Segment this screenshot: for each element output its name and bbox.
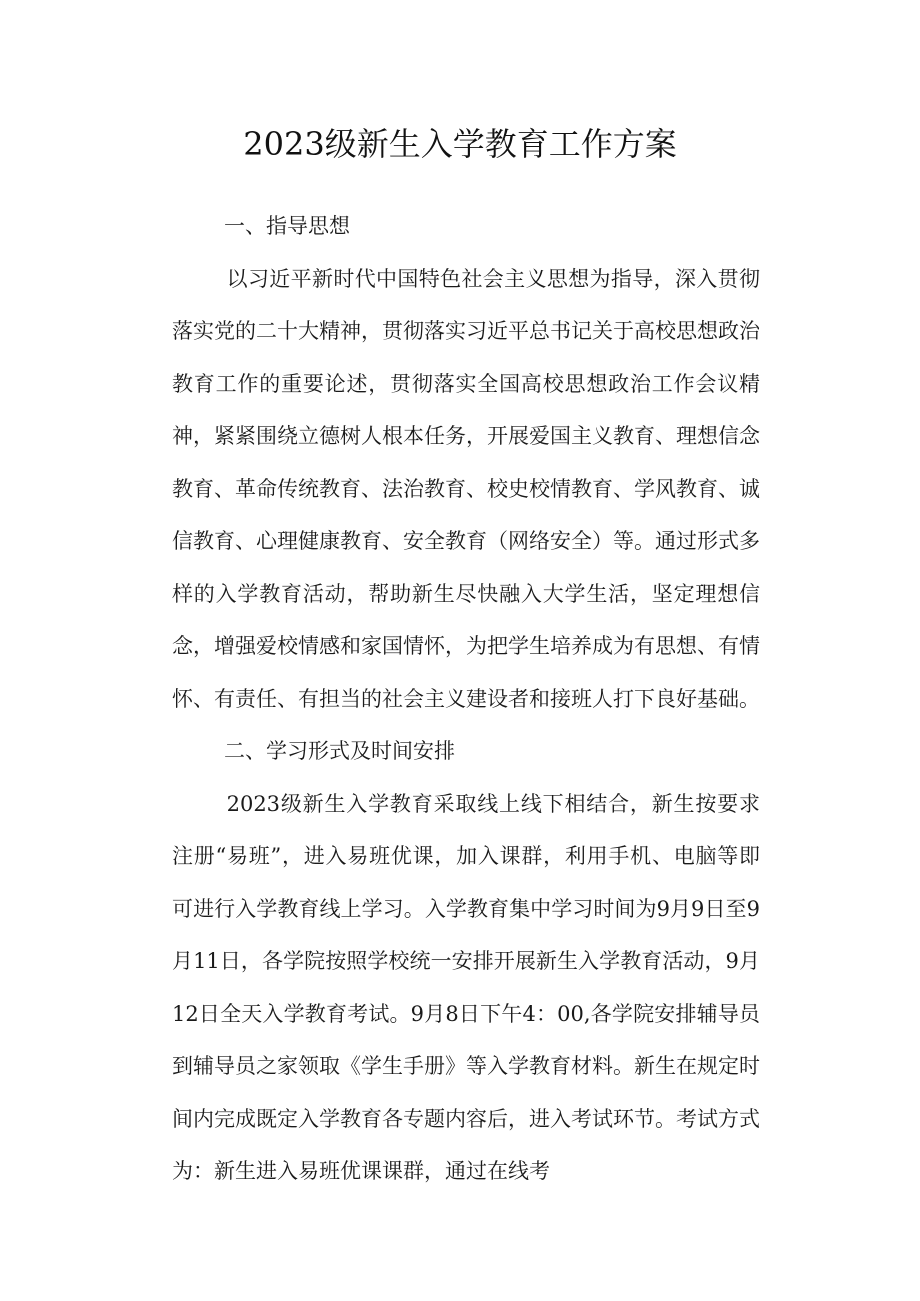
section-heading-guiding-ideology: 一、指导思想 xyxy=(224,214,350,238)
section-heading-study-format: 二、学习形式及时间安排 xyxy=(224,739,455,763)
document-body xyxy=(172,200,760,1198)
section-paragraph-guiding-ideology: 以习近平新时代中国特色社会主义思想为指导，深入贯彻落实党的二十大精神，贯彻落实习近平总书记关于高校思想政治教育工作的重要论述，贯彻落实全国高校思想政治工作会议精神，紧紧围绕立德树人根本任务，开展爱国主义教育、理想信念教育、革命传统教育、法治教育、校史校情教育、学风教育、诚信教育、心理健康教育、安全教育（网络安全）等。通过形式多样的入学教育活动，帮助新生尽快融入大学生活，坚定理想信念，增强爱校情感和家国情怀，为把学生培养成为有思想、有情怀、有责任、有担当的社会主义建设者和接班人打下良好基础。 xyxy=(172,266,760,711)
section-paragraph-study-format: 2023级新生入学教育采取线上线下相结合，新生按要求注册“易班”，进入易班优课，加入课群，利用手机、电脑等即可进行入学教育线上学习。入学教育集中学习时间为9月9日至9月11日，各学院按照学校统一安排开展新生入学教育活动，9月12日全天入学教育考试。9月8日下午4：00,各学院安排辅导员到辅导员之家领取《学生手册》等入学教育材料。新生在规定时间内完成既定入学教育各专题内容后，进入考试环节。考试方式为：新生进入易班优课课群，通过在线考 xyxy=(172,791,760,1183)
document-title: 2023级新生入学教育工作方案 xyxy=(243,125,677,163)
